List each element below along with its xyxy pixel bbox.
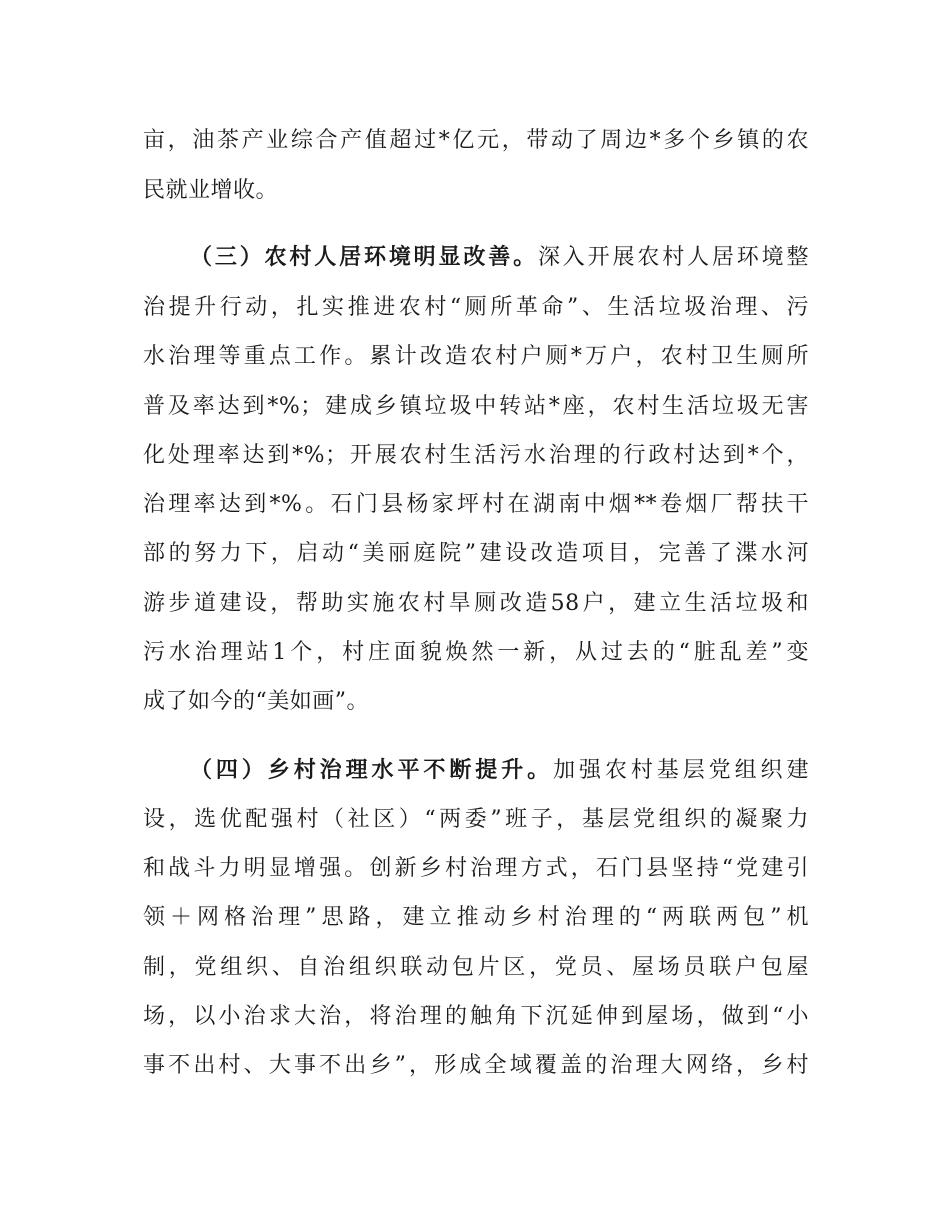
paragraph-text: 加强农村基层党组织建 (553, 758, 809, 783)
paragraph-line: 污水治理站1个，村庄面貌焕然一新，从过去的“脏乱差”变 (143, 640, 809, 665)
paragraph-line: 和战斗力明显增强。创新乡村治理方式，石门县坚持“党建引 (143, 856, 809, 881)
paragraph-line: 治提升行动，扎实推进农村“厕所革命”、生活垃圾治理、污 (143, 295, 809, 320)
paragraph-line: 民就业增收。 (143, 178, 279, 203)
paragraph-text: 深入开展农村人居环境整 (537, 245, 809, 270)
paragraph-line: 部的努力下，启动“美丽庭院”建设改造项目，完善了渫水河 (143, 541, 809, 566)
paragraph-line: 领＋网格治理”思路，建立推动乡村治理的“两联两包”机 (143, 905, 809, 930)
paragraph-line: 亩，油茶产业综合产值超过*亿元，带动了周边*多个乡镇的农 (143, 128, 809, 153)
paragraph-line: 水治理等重点工作。累计改造农村户厕*万户，农村卫生厕所 (143, 344, 809, 369)
paragraph-line: 成了如今的“美如画”。 (143, 689, 369, 714)
paragraph-line: 制，党组织、自治组织联动包片区，党员、屋场员联户包屋 (143, 955, 809, 980)
section-heading: （四）乡村治理水平不断提升。 (190, 758, 554, 783)
paragraph-line: 事不出村、大事不出乡”，形成全域覆盖的治理大网络，乡村 (143, 1053, 809, 1078)
paragraph-line: 游步道建设，帮助实施农村旱厕改造58户，建立生活垃圾和 (143, 591, 809, 616)
paragraph-first-line (190, 755, 809, 787)
paragraph-line: 普及率达到*%；建成乡镇垃圾中转站*座，农村生活垃圾无害 (143, 394, 809, 419)
paragraph-line: 场，以小治求大治，将治理的触角下沉延伸到屋场，做到“小 (143, 1004, 809, 1029)
paragraph-first-line (190, 242, 809, 274)
paragraph-line: 治理率达到*%。石门县杨家坪村在湖南中烟**卷烟厂帮扶干 (143, 492, 809, 517)
paragraph-line: 设，选优配强村（社区）“两委”班子，基层党组织的凝聚力 (143, 807, 809, 832)
section-heading: （三）农村人居环境明显改善。 (190, 245, 538, 270)
paragraph-line: 化处理率达到*%；开展农村生活污水治理的行政村达到*个， (143, 443, 809, 468)
